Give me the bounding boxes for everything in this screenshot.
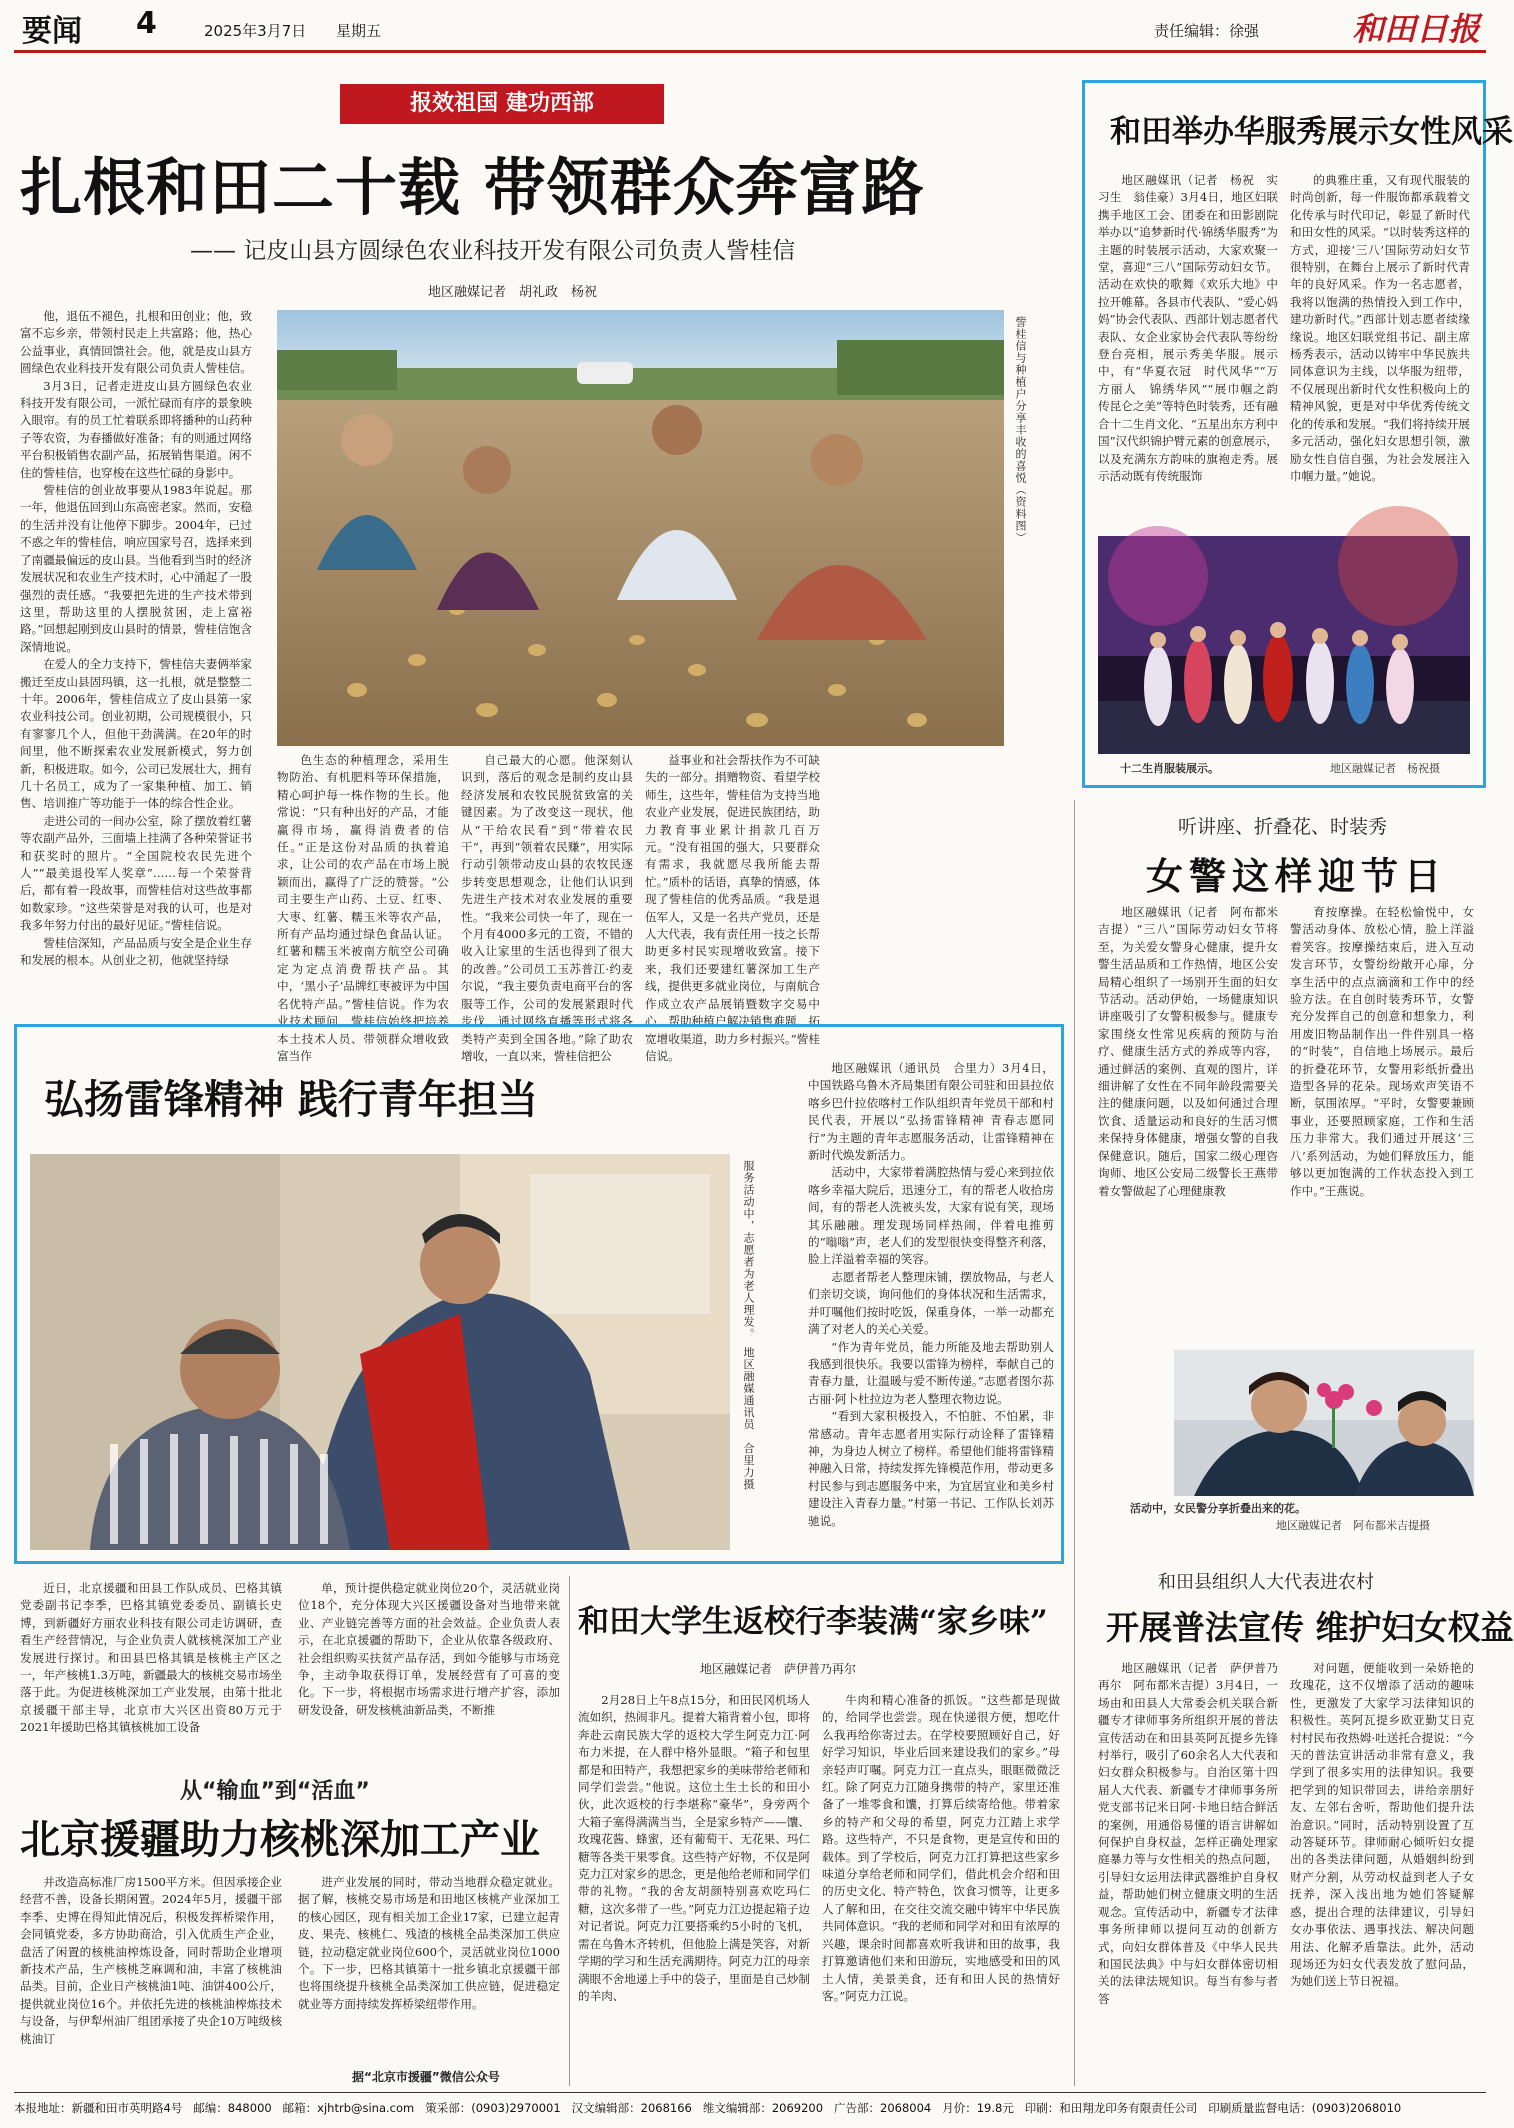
women-show-title: 和田举办华服秀展示女性风采	[1110, 114, 1513, 150]
footer-postcode: 邮编：848000	[193, 2101, 272, 2115]
footer-price: 月价：19.8元	[942, 2101, 1014, 2115]
issue-weekday: 星期五	[336, 22, 382, 40]
haircut-illustration	[30, 1154, 730, 1550]
page-number: 4	[136, 6, 157, 41]
walnut-col1b: 并改造高标准厂房1500平方米。但因承接企业经营不善，设备长期闲置。2024年5月，援疆干部李季、史博在得知此情况后，积极发挥桥梁作用，会同镇党委，多方协助商洽，引入优质生产企业，盘活了闲置的核桃油榨炼设备，同时帮助企业增项新技术产品，生产核桃芝麻调和油，丰富了核桃油品类。目前，企业日产核桃油1吨、油饼400公斤，提供就业岗位16个。并依托先进的核桃油榨炼技术与设备，与伊犁州油厂组团承接了央企10万吨级核桃油订	[20, 1875, 282, 2046]
lead-col2: 色生态的种植理念，采用生物防治、有机肥料等环保措施，精心呵护每一株作物的生长。他常说：“只有种出好的产品，才能赢得市场，赢得消费者的信任。”正是这份对品质的执着追求，让公司的农产品在市场上脱颖而出，赢得了广泛的赞誉。“公司主要生产山药、土豆、红枣、大枣、红薯、糯玉米等农产品，所有产品均通过绿色食品认证。红薯和糯玉米被南方航空公司确定为定点消费帮扶产品。其中，‘黑小子’品牌红枣被评为中国名优特产品。”訾桂信说。作为农业技术顾问，訾桂信始终把培养本土技术人员、带领群众增收致富当作	[277, 753, 449, 1063]
section-name: 要闻	[22, 14, 82, 49]
footer-quality: 印刷质量监督电话：(0903)2068010	[1208, 2101, 1402, 2115]
issue-date: 2025年3月7日	[204, 22, 307, 40]
police-title: 女警这样迎节日	[1146, 854, 1447, 898]
leifeng-photo-caption: 服务活动中，志愿者为老人理发。 地区融媒通讯员 合里力摄	[742, 1160, 755, 1491]
footer-han-edit: 汉文编辑部：2068166	[571, 2101, 692, 2115]
lead-photo-caption: 訾桂信与种植户分享丰收的喜悦（资料图）	[1014, 316, 1027, 544]
lead-col4: 益事业和社会帮扶作为不可缺失的一部分。捐赠物资、看望学校师生，这些年，訾桂信为支持当地农业产业发展，促进民族团结，助力教育事业累计捐款几百万元。“没有祖国的强大，只要群众有需求，我就愿尽我所能去帮忙。”质朴的话语，真挚的情感，体现了訾桂信的优秀品质。“我是退伍军人，又是一名共产党员，还是人大代表，我有责任用一技之长帮助更多村民实现增收致富。接下来，我们还要建红薯深加工生产线，提供更多就业岗位，与南航合作成立农产品展销暨数字交易中心，帮助种植户解决销售难题，拓宽增收渠道，助力乡村振兴。”訾桂信说。	[645, 753, 820, 1063]
walnut-col1a: 近日，北京援疆和田县工作队成员、巴格其镇党委副书记李季，巴格其镇党委委员、副镇长史博，到新疆好方丽农业科技有限公司走访调研，查看生产经营情况，与企业负责人就核桃深加工产业发展进行探讨。和田县巴格其镇是核桃主产区之一，年产核桃1.3万吨，新疆最大的核桃交易市场坐落于此。为促进核桃深加工产业发展，由第十批北京援疆干部主导，北京市大兴区出资80万元于2021年援助巴格其镇核桃加工设备	[20, 1581, 282, 1735]
column-rule	[569, 1576, 570, 2086]
footer-uy-edit: 维文编辑部：2069200	[702, 2101, 824, 2115]
univ-byline: 地区融媒记者 萨伊普乃再尔	[700, 1662, 857, 1676]
police-pretitle: 听讲座、折叠花、时装秀	[1178, 816, 1388, 838]
stage-illustration	[1098, 536, 1470, 754]
lawyer-col2: 对问题，便能收到一朵娇艳的玫瑰花，这不仅增添了活动的趣味性，更激发了大家学习法律知识的积极性。英阿瓦提乡欧亚勤艾日克村村民布孜热姆·吐送托合提说：“今天的普法宣讲活动非常有意义，我学到了很多实用的法律知识。我要把学到的知识带回去，讲给亲朋好友、左邻右舍听，帮助他们提升法治意识。”同时，活动特别设置了互动答疑环节。律师耐心倾听妇女提出的各类法律问题，从婚姻纠纷到财产分割，从劳动权益到老人子女抚养，深入浅出地为她们答疑解惑，提出合理的法律建议，引导妇女办事依法、遇事找法、解决问题用法、化解矛盾靠法。此外，活动现场还为妇女代表发放了慰问品，为她们送上节日祝福。	[1290, 1661, 1474, 1989]
lead-col5	[832, 752, 1044, 998]
lead-title: 扎根和田二十载 带领群众奔富路	[20, 151, 925, 224]
lead-col3: 自己最大的心愿。他深刻认识到，落后的观念是制约皮山县经济发展和农牧民脱贫致富的关键因素。为了改变这一现状，他从“干给农民看”到“带着农民干”，再到“领着农民赚”，用实际行动引领带动皮山县的农牧民逐步转变思想观念，让他们认识到先进生产技术对农业发展的重要性。“我来公司快一年了，现在一个月有4000多元的工资，不错的收入让家里的生活也得到了很大的改善。”公司员工玉苏普江·约麦尔说，“我主要负责电商平台的客服等工作，公司的发展紧跟时代步伐，通过网络直播等形式将各类特产卖到全国各地。”除了助农增收，一直以来，訾桂信把公	[461, 753, 633, 1063]
footer-rule	[14, 2092, 1486, 2093]
footer-address: 本报地址：新疆和田市英明路4号	[14, 2101, 183, 2115]
masthead-rule	[14, 50, 1486, 53]
footer-email: 邮箱：xjhtrb@sina.com	[282, 2101, 415, 2115]
footer	[14, 2100, 1486, 2116]
column-rule	[1074, 800, 1075, 2086]
walnut-col2a: 单，预计提供稳定就业岗位20个，灵活就业岗位18个，充分体现大兴区援疆设备对当地带来就业、产业链完善等方面的社会效益。企业负责人表示，在北京援疆的帮助下，企业从依靠各级政府、社会组织购买扶贫产品存活，到如今能够与市场竞争，主动争取获得订单，发展经营有了可喜的变化。下一步，将根据市场需求进行增产扩容，添加研发设备，研发核桃油新品类，不断推	[298, 1581, 560, 1717]
paper-logo: 和田日报	[1352, 10, 1481, 48]
lead-col1: 他，退伍不褪色，扎根和田创业；他，致富不忘乡亲，带领村民走上共富路；他，热心公益事业，真情回馈社会。他，就是皮山县方圆绿色农业科技开发有限公司负责人訾桂信。 3月3日，记者走进皮山县方圆绿色农业科技开发有限公司，一派忙碌而有序的景象映入眼帘。有的员工忙着联系即将播种的山药种子等农资，为春播做好准备；有的则通过网络平台积极销售农副产品，拓展销售渠道。闲不住的訾桂信，也穿梭在这些忙碌的身影中。 訾桂信的创业故事要从1983年说起。那一年，他退伍回到山东高密老家。然而，安稳的生活并没有让他停下脚步。2004年，已过不惑之年的訾桂信，响应国家号召，选择来到了南疆最偏远的皮山县。当他看到当时的经济发展状况和农业生产技术时，心中涌起了一股强烈的责任感。“我要把先进的生产技术带到这里，帮助这里的人摆脱贫困，走上富裕路。”回想起刚到皮山县时的情景，訾桂信饱含深情地说。 在爱人的全力支持下，訾桂信夫妻俩举家搬迁至皮山县固玛镇，这一扎根，就是整整二十年。2006年，訾桂信成立了皮山县第一家农业科技公司。创业初期，公司规模很小，只有寥寥几个人，但他干劲满满。在20年的时间里，他不断探索农业发展新模式，努力创新，积极进取。如今，公司已发展壮大，拥有几十名员工，成为了一家集种植、加工、销售、培训推广等功能于一体的综合性企业。 走进公司的一间办公室，除了摆放着红薯等农副产品外，三面墙上挂满了各种荣誉证书和获奖时的照片。“全国院校农民先进个人”“最美退役军人奖章”……每一个荣誉背后，都有着一段故事，而訾桂信对这些故事都如数家珍。“这些荣誉是对我的认可，也是对我多年努力付出的最好见证。”訾桂信说。 訾桂信深知，产品品质与安全是企业生存和发展的根本。从创业之初，他就坚持绿	[20, 309, 253, 968]
walnut-title: 北京援疆助力核桃深加工产业	[20, 1816, 540, 1863]
leifeng-title: 弘扬雷锋精神 践行青年担当	[44, 1076, 538, 1123]
leifeng-photo-haircut	[30, 1154, 730, 1550]
footer-planning: 策采部：(0903)2970001	[425, 2101, 561, 2115]
police-illustration	[1174, 1350, 1474, 1496]
lead-subtitle: —— 记皮山县方圆绿色农业科技开发有限公司负责人訾桂信	[190, 238, 796, 264]
women-show-credit: 地区融媒记者 杨祝摄	[1330, 762, 1440, 775]
univ-col2: 牛肉和精心准备的抓饭。“这些都是现做的，给同学也尝尝。现在快递很方便，想吃什么我再给你寄过去。在学校要照顾好自己，好好学习知识，毕业后回来建设我们的家乡。”母亲轻声叮嘱。阿克力江一直点头，眼眶微微泛红。除了阿克力江随身携带的特产，家里还准备了一堆零食和馕，打算后续寄给他。带着家乡的特产和父母的希望，阿克力江踏上求学路。这些特产，不只是食物，更是宣传和田的载体。到了学校后，阿克力江打算把这些家乡味道分享给老师和同学们，借此机会介绍和田的历史文化、特产特色，饮食习惯等，让更多人了解和田，在交往交流交融中铸牢中华民族共同体意识。“我的老师和同学对和田有浓厚的兴趣，课余时间都喜欢听我讲和田的故事，我打算邀请他们来和田游玩，实地感受和田的风土人情，美景美食，还有和田人民的热情好客。”阿克力江说。	[822, 1693, 1060, 2003]
univ-title: 和田大学生返校行李装满“家乡味”	[578, 1604, 1048, 1640]
police-caption: 活动中，女民警分享折叠出来的花。	[1130, 1502, 1306, 1515]
police-col2: 育按摩操。在轻松愉悦中，女警活动身体、放松心情，脸上洋溢着笑容。按摩操结束后，进入互动发言环节，女警纷纷敞开心扉，分享生活中的点点滴滴和工作中的经验方法。在自创时装秀环节，女警充分发挥自己的创意和想象力，利用废旧物品制作出一件件别具一格的“时装”，自信地上场展示。最后的折叠花环节，女警用彩纸折叠出造型各异的花朵。现场欢声笑语不断，氛围浓厚。“平时，女警要兼顾事业，还要照顾家庭，工作和生活压力非常大。我们通过开展这‘三八’系列活动，为她们释放压力，能够以更加饱满的工作状态投入到工作中。”王燕说。	[1290, 905, 1474, 1198]
walnut-pretitle: 从“输血”到“活血”	[180, 1779, 370, 1804]
lawyer-pretitle: 和田县组织人大代表进农村	[1158, 1572, 1374, 1593]
univ-col1: 2月28日上午8点15分，和田民冈机场人流如织，热闹非凡。提着大箱背着小包，即将奔赴云南民族大学的返校大学生阿克力江·阿布力米提，在人群中格外显眼。“箱子和包里都是和田特产，我想把家乡的美味带给老师和同学们尝尝。”他说。这位土生土长的和田小伙，此次返校的行李堪称“豪华”，身旁两个大箱子塞得满满当当，全是家乡特产——馕、玫瑰花酱、蜂蜜，还有葡萄干、无花果、玛仁糖等各类干果零食。这些特产好物，不仅是阿克力江对家乡的思念，更是他给老师和同学们带的礼物。“我的舍友胡颜特别喜欢吃玛仁糖，这次多带了一些。”阿克力江边提起箱子边对记者说。阿克力江要搭乘约5小时的飞机，需在乌鲁木齐转机，但他脸上满是笑容，对新学期的学习和生活充满期待。阿克力江的母亲满眼不舍地递上手中的袋子，里面是自己炒制的羊肉、	[578, 1693, 811, 2003]
masthead	[14, 6, 1486, 49]
lawyer-col1: 地区融媒讯（记者 萨伊普乃再尔 阿布都米吉提）3月4日，一场由和田县人大常委会机关联合新疆专才律师事务所组织开展的普法宣传活动在和田县英阿瓦提乡先锋村举行，吸引了60余名人大代表和妇女群众积极参与。自治区第十四届人大代表、新疆专才律师事务所党支部书记米日阿·卡地日结合鲜活的案例，用通俗易懂的语言讲解如何保护自身权益，怎样正确处理家庭暴力等与女性相关的热点问题，引导妇女运用法律武器维护自身权益，帮助她们树立健康文明的生活观念。宣传活动中，新疆专才法律事务所律师以提问互动的创新方式，向妇女群体普及《中华人民共和国民法典》中与妇女群体密切相关的法律法规知识。每当有参与者答	[1098, 1661, 1278, 2006]
women-show-col1: 地区融媒讯（记者 杨祝 实习生 翁佳豪）3月4日，地区妇联携手地区工会、团委在和田影剧院举办以“追梦新时代·锦绣华服秀”为主题的时装展示活动，大家欢聚一堂，喜迎“三八”国际劳动妇女节。活动在欢快的歌舞《欢乐大地》中拉开帷幕。各县市代表队、“爱心妈妈”协会代表队、西部计划志愿者代表队、女企业家协会代表队等纷纷登台亮相，展示秀美华服。展示中，有“华夏衣冠 时代风华”“万方丽人 锦绣华风”“展巾帼之韵 传昆仑之美”等特色时装秀，还有融合十二生肖文化、“五星出东方利中国”汉代织锦护臂元素的创意展示，以及充满东方韵味的旗袍走秀。展示活动既有传统服饰	[1098, 173, 1290, 483]
police-col1: 地区融媒讯（记者 阿布都米吉提）“三八”国际劳动妇女节将至，为关爱女警身心健康，提升女警生活品质和工作热情，地区公安局精心组织了一场别开生面的妇女节活动。活动伊始，一场健康知识讲座吸引了女警积极参与。健康专家围绕女性常见疾病的预防与治疗、健康生活方式的养成等内容，通过鲜活的案例、直观的图片，详细讲解了女性在不同年龄段需要关注的健康问题，以及如何通过合理饮食、适量运动和良好的生活习惯来保持身体健康，增强女警的自我保健意识。随后，国家二级心理咨询师、地区公安局二级警长王燕带着女警做起了心理健康教	[1098, 905, 1278, 1198]
women-show-caption: 十二生肖服装展示。	[1120, 762, 1219, 775]
editor-label: 责任编辑：徐强	[1154, 22, 1260, 40]
police-credit: 地区融媒记者 阿布都米吉提摄	[1276, 1519, 1430, 1532]
police-photo	[1174, 1350, 1474, 1496]
footer-printer: 印刷：和田翔龙印务有限责任公司	[1024, 2101, 1198, 2115]
lead-photo-harvest	[277, 310, 1004, 746]
lead-banner: 报效祖国 建功西部	[340, 84, 664, 124]
lawyer-title: 开展普法宣传 维护妇女权益	[1106, 1608, 1514, 1647]
lead-byline: 地区融媒记者 胡礼政 杨祝	[428, 285, 598, 300]
women-show-col2: 的典雅庄重，又有现代服装的时尚创新，每一件服饰都承载着文化传承与时代印记，彰显了新时代和田女性的风采。“以时装秀这样的方式，迎接‘三八’国际劳动妇女节很特别，在舞台上展示了新时代青年的良好风采。作为一名志愿者，我将以饱满的热情投入到工作中，建功新时代。”西部计划志愿者续缘缘说。地区妇联党组书记、副主席杨秀表示，活动以铸牢中华民族共同体意识为主线，以华服为纽带，不仅展现出新时代女性积极向上的精神风貌，更是对中华优秀传统文化的传承和发展。“我们将持续开展多元活动，强化妇女思想引领，激励女性自信自强，为社会发展注入巾帼力量。”她说。	[1290, 173, 1470, 483]
walnut-col2b: 进产业发展的同时，带动当地群众稳定就业。据了解，核桃交易市场是和田地区核桃产业深加工的核心园区，现有相关加工企业17家，已建立起青皮、果壳、核桃仁、残渣的核桃全品类深加工供应链，拉动稳定就业岗位600个，灵活就业岗位1000个。下一步，巴格其镇第十一批乡镇北京援疆干部也将围绕提升核桃全品类深加工供应链，促进稳定就业等方面持续发挥桥梁纽带作用。	[298, 1875, 560, 2011]
harvest-illustration	[277, 310, 1004, 746]
footer-ads: 广告部：2068004	[834, 2101, 932, 2115]
women-show-photo	[1098, 536, 1470, 754]
walnut-source: 据“北京市援疆”微信公众号	[352, 2070, 500, 2084]
leifeng-text: 地区融媒讯（通讯员 合里力）3月4日，中国铁路乌鲁木齐局集团有限公司驻和田县拉依喀乡巴什拉依喀村工作队组织青年党员干部和村民代表，开展以“弘扬雷锋精神 青春志愿同行”为主题的青年志愿服务活动，让雷锋精神在新时代焕发新活力。 活动中，大家带着满腔热情与爱心来到拉依喀乡幸福大院后，迅速分工，有的帮老人收拾房间，有的帮老人洗被头发，大家有说有笑，现场其乐融融。理发现场同样热闹，伴着电推剪的“嗡嗡”声，老人们的发型很快变得整齐利落，脸上洋溢着幸福的笑容。 志愿者帮老人整理床铺，摆放物品，与老人们亲切交谈，询问他们的身体状况和生活需求，并叮嘱他们按时吃饭，保重身体，一举一动都充满了对老人的关心关爱。 “作为青年党员，能力所能及地去帮助别人我感到很快乐。我要以雷锋为榜样，奉献自己的青春力量，让温暖与爱不断传递。”志愿者图尔荪古丽·阿卜杜拉边为老人整理衣物边说。 “看到大家积极投入，不怕脏、不怕累，非常感动。青年志愿者用实际行动诠释了雷锋精神，为身边人树立了榜样。希望他们能将雷锋精神融入日常，持续发挥先锋模范作用，带动更多村民参与到志愿服务中来，为宜居宜业和美乡村建设注入青春力量。”村第一书记、工作队长刘苏驰说。	[808, 1061, 1054, 1528]
